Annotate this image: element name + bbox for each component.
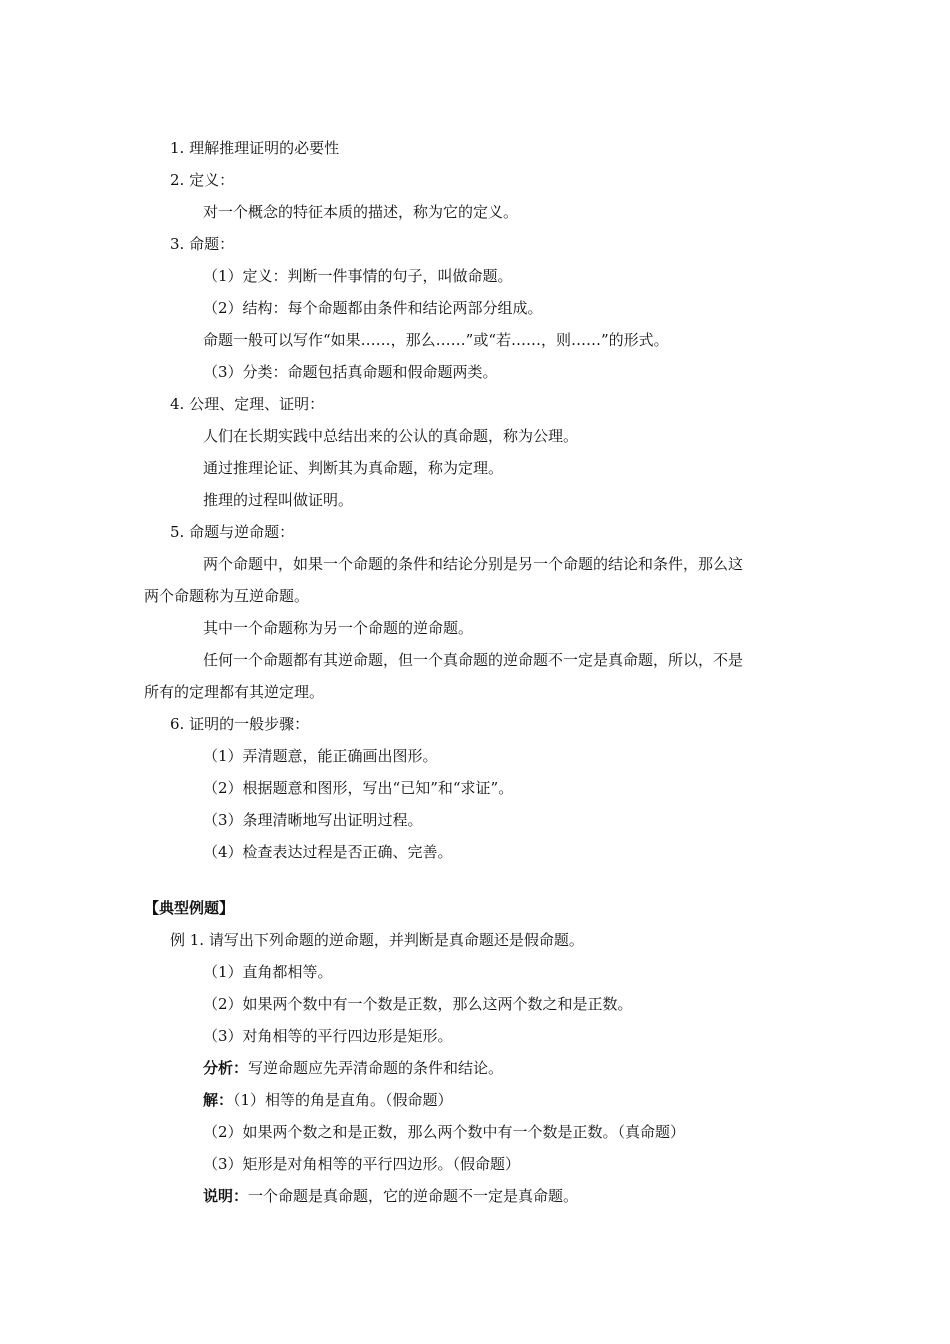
proposition-definition: （1）定义：判断一件事情的句子，叫做命题。 <box>203 267 513 285</box>
converse-text-line1: 两个命题中，如果一个命题的条件和结论分别是另一个命题的结论和条件，那么这 <box>203 555 744 573</box>
converse-text-line2: 两个命题称为互逆命题。 <box>144 587 310 605</box>
question-1: （1）直角都相等。 <box>203 963 333 981</box>
item-3: 3. 命题： <box>170 235 235 253</box>
item-2: 2. 定义： <box>170 171 235 189</box>
proposition-form: 命题一般可以写作“如果……，那么……”或“若……，则……”的形式。 <box>203 331 669 349</box>
definition-text: 对一个概念的特征本质的描述，称为它的定义。 <box>203 203 519 221</box>
note-text: 一个命题是真命题，它的逆命题不一定是真命题。 <box>248 1187 579 1205</box>
question-3: （3）对角相等的平行四边形是矩形。 <box>203 1027 453 1045</box>
item-1: 1. 理解推理证明的必要性 <box>170 139 340 157</box>
proof-text: 推理的过程叫做证明。 <box>203 491 354 509</box>
solution-1: （1）相等的角是直角。（假命题） <box>233 1091 453 1109</box>
section-heading: 【典型例题】 <box>144 899 235 917</box>
step-3: （3）条理清晰地写出证明过程。 <box>203 811 423 829</box>
axiom-text: 人们在长期实践中总结出来的公认的真命题，称为公理。 <box>203 427 579 445</box>
converse-definition: 其中一个命题称为另一个命题的逆命题。 <box>203 619 474 637</box>
analysis-line <box>203 1058 503 1078</box>
solution-line <box>203 1090 453 1110</box>
step-4: （4）检查表达过程是否正确、完善。 <box>203 843 453 861</box>
theorem-text: 通过推理论证、判断其为真命题，称为定理。 <box>203 459 504 477</box>
solution-label: 解： <box>203 1091 234 1109</box>
step-2: （2）根据题意和图形，写出“已知”和“求证”。 <box>203 779 514 797</box>
note-label: 说明： <box>203 1187 249 1205</box>
item-4: 4. 公理、定理、证明： <box>170 395 325 413</box>
question-2: （2）如果两个数中有一个数是正数，那么这两个数之和是正数。 <box>203 995 633 1013</box>
converse-note-line2: 所有的定理都有其逆定理。 <box>144 683 325 701</box>
analysis-text: 写逆命题应先弄清命题的条件和结论。 <box>248 1059 504 1077</box>
solution-2: （2）如果两个数之和是正数，那么两个数中有一个数是正数。（真命题） <box>203 1123 686 1141</box>
converse-note-line1: 任何一个命题都有其逆命题，但一个真命题的逆命题不一定是真命题，所以，不是 <box>203 651 744 669</box>
example-1: 例 1. 请写出下列命题的逆命题，并判断是真命题还是假命题。 <box>170 931 584 949</box>
proposition-classification: （3）分类：命题包括真命题和假命题两类。 <box>203 363 498 381</box>
item-6: 6. 证明的一般步骤： <box>170 715 310 733</box>
analysis-label: 分析： <box>203 1059 249 1077</box>
step-1: （1）弄清题意，能正确画出图形。 <box>203 747 438 765</box>
proposition-structure: （2）结构：每个命题都由条件和结论两部分组成。 <box>203 299 543 317</box>
item-5: 5. 命题与逆命题： <box>170 523 295 541</box>
note-line <box>203 1186 578 1206</box>
solution-3: （3）矩形是对角相等的平行四边形。（假命题） <box>203 1155 521 1173</box>
